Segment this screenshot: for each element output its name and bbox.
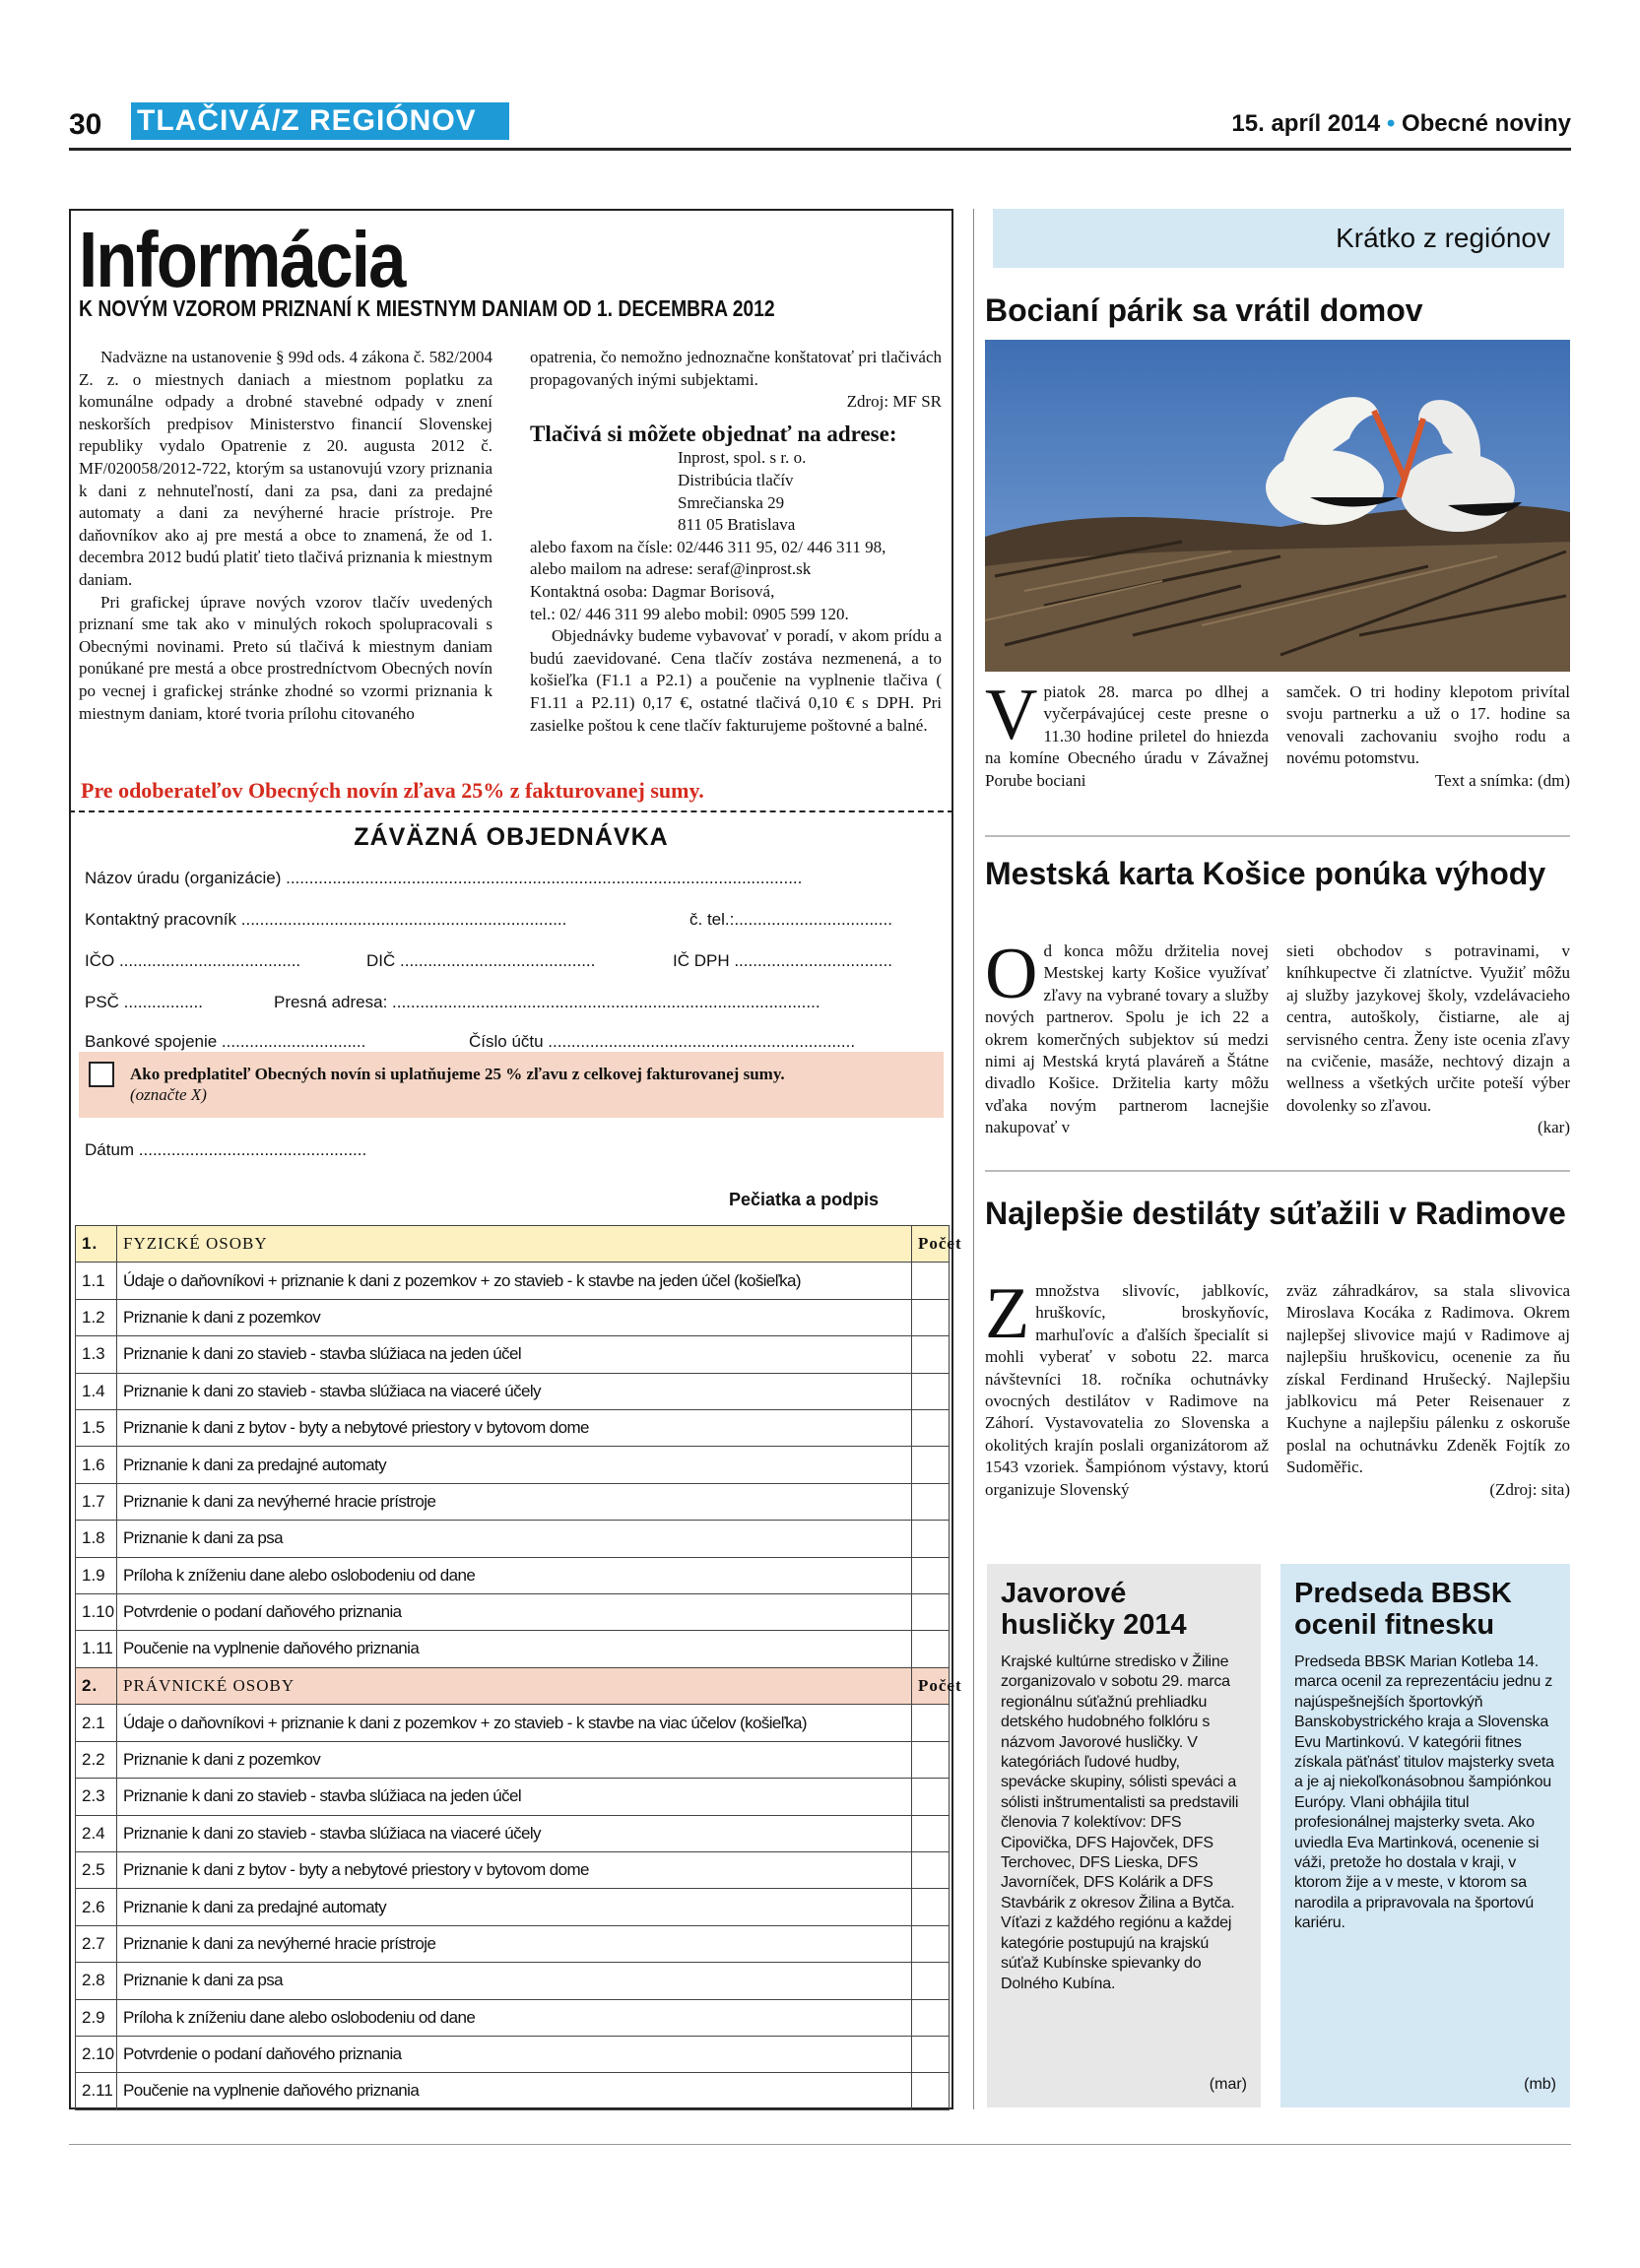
contact-line: Kontaktná osoba: Dagmar Borisová, [530,581,775,601]
row-text: Priznanie k dani z pozemkov [117,1741,912,1778]
stamp-label: Pečiatka a podpis [729,1190,880,1209]
contact-line: alebo mailom na adrese: seraf@inprost.sk [530,559,812,579]
row-text: Priznanie k dani za psa [117,1521,912,1557]
address-line: Distribúcia tlačív [678,470,794,489]
row-text: Priznanie k dani za nevýherné hracie prístroje [117,1483,912,1520]
story-divider [985,835,1570,837]
count-cell[interactable] [912,1925,950,1962]
dic-field[interactable]: DIČ .......................................... [366,951,596,970]
table-row [76,1851,950,1888]
table-row [76,1925,950,1962]
dropcap: O [985,934,1038,1014]
table-row [76,1963,950,1999]
table-section-number: 1. [76,1226,117,1263]
row-number: 2.5 [76,1851,117,1888]
article-title: Informácia [79,216,405,303]
ic-dph-field[interactable]: IČ DPH .................................. [673,951,892,970]
address-line: Smrečianska 29 [678,492,785,512]
row-number: 1.10 [76,1593,117,1630]
table-row [76,2036,950,2072]
table-row [76,1631,950,1667]
row-text: Priznanie k dani za psa [117,1963,912,1999]
header-rule [69,148,1571,151]
table-row [76,1705,950,1741]
row-number: 1.8 [76,1521,117,1557]
count-cell[interactable] [912,2073,950,2109]
story2-column-2 [1286,940,1570,1139]
count-cell[interactable] [912,1999,950,2036]
row-text: Príloha k zníženiu dane alebo oslobodeniu od dane [117,1999,912,2036]
row-number: 1.2 [76,1299,117,1335]
row-number: 1.1 [76,1263,117,1299]
box-text: Predseda BBSK Marian Kotleba 14. marca ocenil za reprezentáciu jednu z najúspešnejších športovkýň Banskobystrického kraja a Slovenska Evu Martinkovú. V kategórii fitnes získala päťnásť titulov majsterky sveta a je aj niekoľkonásobnou šampiónkou Európy. Vlani obhájila titul profesionálnej majsterky sveta. Ako uviedla Eva Martinková, ocenenie si váži, pretože ho dostala v kraji, v ktorom žije a v meste, v ktorom sa narodila a pripravovala na športovú kariéru. [1294,1653,1554,1932]
count-cell[interactable] [912,1741,950,1778]
count-cell[interactable] [912,1299,950,1335]
box-credit: (mar) [1209,2076,1247,2093]
ico-field[interactable]: IČO ....................................... [85,951,301,970]
row-text: Údaje o daňovníkovi + priznanie k dani z pozemkov + zo stavieb - k stavbe na jeden účel (košieľka) [117,1263,912,1299]
row-number: 2.3 [76,1779,117,1815]
row-number: 1.9 [76,1557,117,1593]
column-separator [973,209,974,2109]
footer-rule [69,2144,1571,2145]
contact-person-field[interactable]: Kontaktný pracovník ...................................................................... [85,910,567,929]
cut-line [69,810,953,812]
box-credit: (mb) [1524,2076,1556,2093]
count-cell[interactable] [912,1483,950,1520]
story3-column-1 [985,1273,1269,1501]
story3-text: množstva slivovíc, jablkovíc, hruškovíc, broskyňovíc, marhuľovíc a ďalších špecialít si mohli vyberať v sobotu 22. marca návštevníci 18. ročníka ochutnávky ovocných destilátov v Radimove na Záhorí. Vystavovatelia zo Slovenska a okolitých krajín poslali organizátorom až 1543 vzoriek. Šampiónom výstavy, ktorú organizuje Slovenský [985,1281,1269,1499]
article-column-1 [79,347,492,725]
order-form-title: ZÁVÄZNÁ OBJEDNÁVKA [354,823,669,851]
story-title-distillates: Najlepšie destiláty súťažili v Radimove [985,1196,1566,1231]
article-subtitle: K NOVÝM VZOROM PRIZNANÍ K MIESTNYM DANIAM OD 1. DECEMBRA 2012 [79,295,775,321]
story3-credit: (Zdroj: sita) [1489,1479,1570,1499]
contact-line: tel.: 02/ 446 311 99 alebo mobil: 0905 599 120. [530,604,849,623]
row-number: 1.4 [76,1373,117,1409]
story1-column-2 [1286,681,1570,792]
box-text: Krajské kultúrne stredisko v Žiline zorganizovalo v sobotu 29. marca regionálnu súťažnú prehliadku detského hudobného folklóru s názvom Javorové husličky. V kategóriách ľudové hudby, spevácke skupiny, sólisti speváci a sólisti inštrumentalisti sa predstavili členovia 7 kolektívov: DFS Cipovička, DFS Hajovček, DFS Terchovec, DFS Lieska, DFS Javorníček, DFS Kolárik a DFS Stavbárik z okresov Žilina a Bytča. Víťazi z každého regiónu a každej kategórie postupujú na krajskú súťaž Kubínske spievanky do Dolného Kubína. [1001,1653,1239,1992]
stork-nest-photo [985,340,1570,672]
count-cell[interactable] [912,1631,950,1667]
row-number: 2.10 [76,2036,117,2072]
table-header-row [76,1668,950,1705]
story1-credit: Text a snímka: (dm) [1434,770,1570,790]
table-row [76,1741,950,1778]
count-cell[interactable] [912,1447,950,1483]
bank-field[interactable]: Bankové spojenie ............................... [85,1032,366,1051]
dropcap: Z [985,1273,1030,1354]
row-text: Priznanie k dani zo stavieb - stavba slúžiaca na viaceré účely [117,1373,912,1409]
subscriber-checkbox[interactable] [89,1062,114,1087]
row-text: Priznanie k dani z pozemkov [117,1299,912,1335]
article-column-2 [530,347,942,737]
story2-text-2: sieti obchodov s potravinami, v kníhkupectve či zlatníctve. Využiť môžu aj služby jazykovej školy, vzdelávacieho centra, autoškoly, čistiarne, ale aj servisného centra. Ženy iste ocenia zľavy na cvičenie, masáže, nechtový dizajn a wellness a všetkých určite poteší výber dovolenky so zľavou. [1286,941,1570,1115]
news-box-bbsk [1280,1564,1570,2107]
page-number: 30 [69,108,102,141]
dateline-separator: • [1386,110,1396,137]
order-heading: Tlačivá si môžete objednať na adrese: [530,421,897,446]
row-number: 2.6 [76,1889,117,1925]
count-cell[interactable] [912,1705,950,1741]
row-text: Priznanie k dani zo stavieb - stavba slúžiaca na viaceré účely [117,1815,912,1851]
account-field[interactable]: Číslo účtu .................................................................. [469,1032,856,1051]
row-text: Potvrdenie o podaní daňového priznania [117,2036,912,2072]
news-box-javorove-husličky [987,1564,1261,2107]
table-header-row [76,1226,950,1263]
address-line: Inprost, spol. s r. o. [678,448,807,468]
table-row [76,1779,950,1815]
count-cell[interactable] [912,1889,950,1925]
row-number: 2.1 [76,1705,117,1741]
table-row [76,1409,950,1446]
table-row [76,1593,950,1630]
count-header: Počet [912,1668,950,1705]
row-text: Priznanie k dani za predajné automaty [117,1889,912,1925]
article-paragraph: Objednávky budeme vybavovať v poradí, v akom prídu a budú zaevidované. Cena tlačív zostáva nezmenená, a to košieľka (F1.1 a P2.1) a poučenie na vyplnenie tlačiva ( F1.11 a P2.11) 0,17 €, ostatné tlačivá 0,10 € s DPH. Pri zasielke poštou k cene tlačív fakturujeme poštovné a balné. [530,626,942,735]
table-row [76,1373,950,1409]
row-text: Priznanie k dani za predajné automaty [117,1447,912,1483]
table-section-heading: PRÁVNICKÉ OSOBY [117,1668,912,1705]
source-credit: Zdroj: MF SR [846,392,942,412]
story3-column-2 [1286,1280,1570,1501]
checkbox-text: Ako predplatiteľ Obecných novín si uplatňujeme 25 % zľavu z celkovej fakturovanej sumy. [130,1065,785,1083]
address-field[interactable]: Presná adresa: ............................................................................................ [274,993,820,1011]
row-text: Priznanie k dani z bytov - byty a nebytové priestory v bytovom dome [117,1851,912,1888]
table-row [76,1483,950,1520]
row-text: Poučenie na vyplnenie daňového priznania [117,1631,912,1667]
row-text: Priznanie k dani za nevýherné hracie prístroje [117,1925,912,1962]
story2-text: d konca môžu držitelia novej Mestskej karty Košice využívať zľavy na vybrané tovary a služby nových partnerov. Spolu je ich 22 a okrem komerčných subjektov sú medzi nimi aj Mestská krytá plaváreň a Štátne divadlo Košice. Držitelia karty môžu vďaka novým partnerom lacnejšie nakupovať v [985,941,1269,1137]
dateline [1231,110,1571,138]
row-text: Potvrdenie o podaní daňového priznania [117,1593,912,1630]
address-block [530,447,942,536]
row-number: 2.11 [76,2073,117,2109]
stork-photo-illustration [985,340,1570,672]
story1-text: piatok 28. marca po dlhej a vyčerpávajúcej ceste presne o 11.30 hodine priletel do hniezda na komíne Obecného úradu v Závažnej Porube bociani [985,682,1269,790]
subscriber-checkbox-label [130,1064,918,1105]
discount-notice: Pre odoberateľov Obecných novín zľava 25% z fakturovanej sumy. [81,778,704,803]
table-row [76,1263,950,1299]
checkbox-hint: (označte X) [130,1085,207,1104]
issue-date: 15. apríl 2014 [1231,110,1381,137]
count-cell[interactable] [912,1593,950,1630]
row-number: 2.7 [76,1925,117,1962]
count-cell[interactable] [912,1815,950,1851]
story-title-kosice-card: Mestská karta Košice ponúka výhody [985,856,1546,891]
row-number: 1.3 [76,1336,117,1373]
address-line: 811 05 Bratislava [678,515,796,535]
story3-text-2: zväz záhradkárov, sa stala slivovica Miroslava Kocáka z Radimova. Okrem najlepšej slivovice majú v Radimove aj najlepšiu hruškovicu, ocenenie za ňu získal Ferdinand Hrušecký. Najlepšiu jablkovicu má Peter Reisenauer z Kuchyne a najlepšiu pálenku z oskoruše poslal na ochutnávku Zdeněk Fojtík zo Sudoměřic. [1286,1281,1570,1477]
count-cell[interactable] [912,1521,950,1557]
row-number: 1.5 [76,1409,117,1446]
legal-entities-table [75,1667,962,2110]
table-row [76,1336,950,1373]
count-cell[interactable] [912,2036,950,2072]
row-number: 2.9 [76,1999,117,2036]
section-label: TLAČIVÁ/Z REGIÓNOV [131,102,509,140]
table-row [76,1557,950,1593]
row-text: Príloha k zníženiu dane alebo oslobodeniu od dane [117,1557,912,1593]
section-banner: Krátko z regiónov [993,209,1564,268]
psc-field[interactable]: PSČ ................. [85,993,203,1011]
table-row [76,1889,950,1925]
row-number: 1.11 [76,1631,117,1667]
row-number: 2.2 [76,1741,117,1778]
count-cell[interactable] [912,1263,950,1299]
individuals-table [75,1225,962,1668]
count-cell[interactable] [912,1373,950,1409]
box-title: Javorové husličky 2014 [1001,1578,1187,1641]
table-row [76,1999,950,2036]
office-name-field[interactable]: Názov úradu (organizácie) ............................................................................................................... [85,869,803,887]
count-header: Počet [912,1226,950,1263]
story-title-storks: Bocianí párik sa vrátil domov [985,292,1423,328]
article-paragraph: Pri grafickej úprave nových vzorov tlačív uvedených priznaní sme tak ako v minulých rokoch spolupracovali s Obecnými novinami. Preto sú tlačivá k miestnym daniam ponúkané pre mestá a obce prostredníctvom Obecných novín po vecnej i grafickej stránke zhodné so vzormi priznania k miestnym daniam, ktoré tvoria prílohu citovaného [79,592,492,723]
article-paragraph: Nadväzne na ustanovenie § 99d ods. 4 zákona č. 582/2004 Z. z. o miestnych daniach a miestnom poplatku za komunálne odpady a drobné stavebné odpady v znení neskorších predpisov Ministerstvo financií Slovenskej republiky vydalo Opatrenie z 20. augusta 2012 č. MF/020058/2012-722, ktorým sa ustanovujú vzory priznania k dani z nehnuteľností, dani za psa, dani za predajné automaty a dani za nevýherné hracie prístroje. Pre daňovníkov ako aj pre mestá a obce to znamená, že od 1. decembra 2012 budú platiť tieto tlačivá priznania k miestnym daniam. [79,348,492,589]
table-row [76,1815,950,1851]
table-row [76,2073,950,2109]
story2-column-1 [985,934,1269,1139]
count-cell[interactable] [912,1557,950,1593]
story-divider [985,1170,1570,1172]
phone-field[interactable]: č. tel.:.................................. [689,910,892,929]
row-text: Priznanie k dani zo stavieb - stavba slúžiaca na jeden účel [117,1779,912,1815]
table-section-heading: FYZICKÉ OSOBY [117,1226,912,1263]
table-row [76,1299,950,1335]
count-cell[interactable] [912,1779,950,1815]
count-cell[interactable] [912,1409,950,1446]
story1-text-2: samček. O tri hodiny klepotom privítal svoju partnerku a už o 17. hodine sa venovali zachovaniu svojho rodu a novému potomstvu. [1286,682,1570,768]
row-number: 1.6 [76,1447,117,1483]
table-row [76,1447,950,1483]
row-text: Údaje o daňovníkovi + priznanie k dani z pozemkov + zo stavieb - k stavbe na viac účelov (košieľka) [117,1705,912,1741]
article-paragraph: opatrenia, čo nemožno jednoznačne konštatovať pri tlačivách propagovaných inými subjektami. [530,348,942,389]
row-text: Priznanie k dani zo stavieb - stavba slúžiaca na jeden účel [117,1336,912,1373]
story2-credit: (kar) [1537,1118,1570,1137]
row-number: 1.7 [76,1483,117,1520]
story1-column-1 [985,675,1269,792]
table-row [76,1521,950,1557]
dropcap: V [985,675,1038,755]
count-cell[interactable] [912,1336,950,1373]
count-cell[interactable] [912,1851,950,1888]
table-section-number: 2. [76,1668,117,1705]
box-title: Predseda BBSK ocenil fitnesku [1294,1578,1512,1641]
publication-name: Obecné noviny [1401,110,1571,137]
row-text: Poučenie na vyplnenie daňového priznania [117,2073,912,2109]
row-text: Priznanie k dani z bytov - byty a nebytové priestory v bytovom dome [117,1409,912,1446]
row-number: 2.8 [76,1963,117,1999]
date-field[interactable]: Dátum ................................................. [85,1140,367,1159]
contact-line: alebo faxom na čísle: 02/446 311 95, 02/ 446 311 98, [530,537,886,556]
row-number: 2.4 [76,1815,117,1851]
count-cell[interactable] [912,1963,950,1999]
